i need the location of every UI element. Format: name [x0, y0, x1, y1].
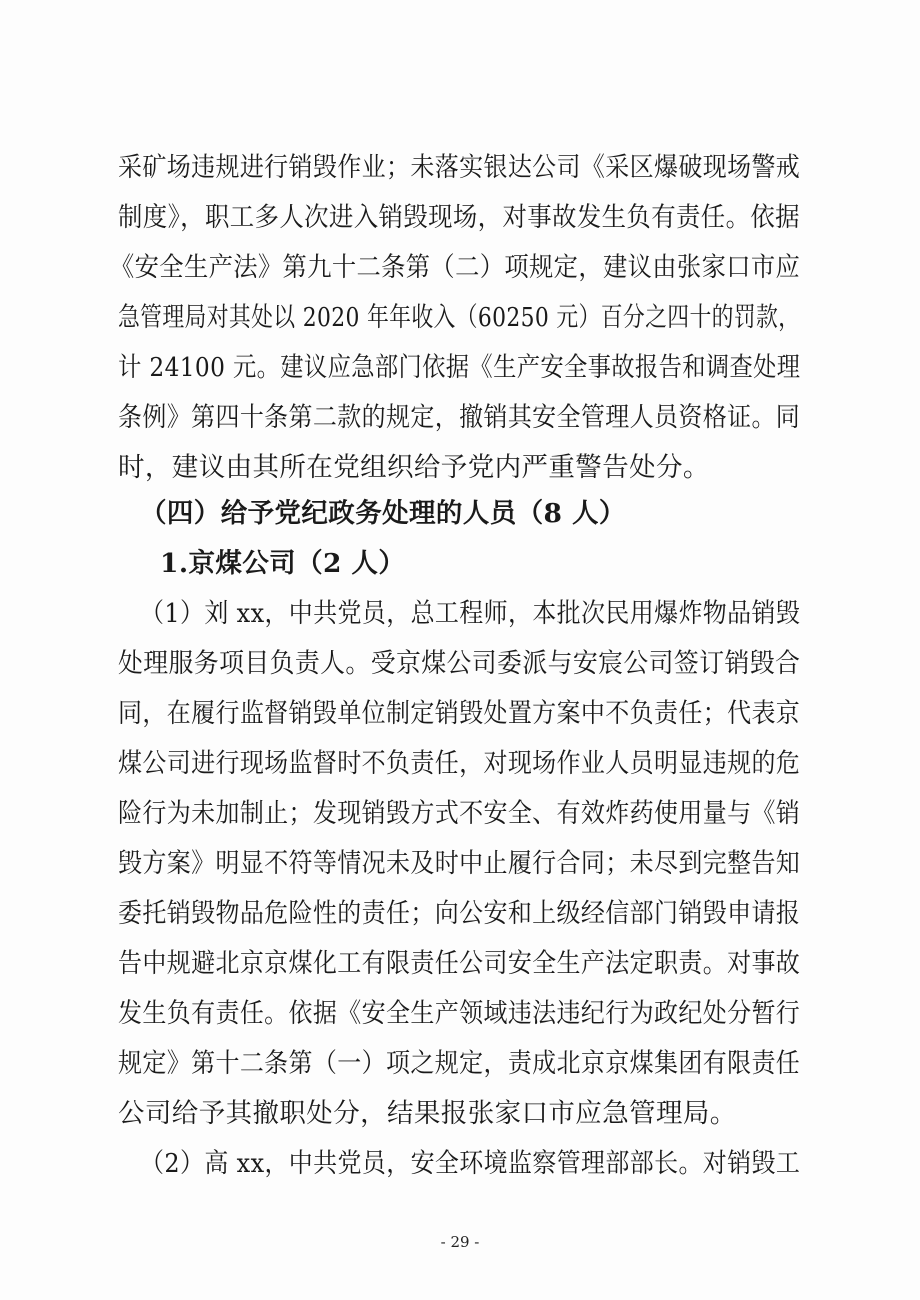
body-text-line: 同，在履行监督销毁单位制定销毁处置方案中不负责任；代表京 — [118, 698, 801, 729]
body-text-line: 委托销毁物品危险性的责任；向公安和上级经信部门销毁申请报 — [118, 898, 801, 929]
body-text-line: 制度》，职工多人次进入销毁现场，对事故发生负有责任。依据 — [118, 202, 800, 233]
body-text-line: （1）刘 xx，中共党员，总工程师，本批次民用爆炸物品销毁 — [140, 598, 801, 629]
body-text-line: 险行为未加制止；发现销毁方式不安全、有效炸药使用量与《销 — [118, 798, 801, 829]
body-text-line: 煤公司进行现场监督时不负责任，对现场作业人员明显违规的危 — [118, 748, 801, 779]
body-text-line: 毁方案》明显不符等情况未及时中止履行合同；未尽到完整告知 — [118, 848, 801, 879]
body-text-line: 规定》第十二条第（一）项之规定，责成北京京煤集团有限责任 — [118, 1048, 801, 1079]
section-heading: （四）给予党纪政务处理的人员（8 人） — [140, 498, 626, 529]
body-text-line: 急管理局对其处以 2020 年年收入（60250 元）百分之四十的罚款， — [118, 302, 801, 333]
body-text-line: 公司给予其撤职处分，结果报张家口市应急管理局。 — [118, 1098, 737, 1129]
subsection-heading: 1.京煤公司（2 人） — [160, 548, 406, 579]
body-text-line: 《安全生产法》第九十二条第（二）项规定，建议由张家口市应 — [110, 252, 801, 283]
body-text-line: 条例》第四十条第二款的规定，撤销其安全管理人员资格证。同 — [118, 402, 801, 433]
body-text-line: 计 24100 元。建议应急部门依据《生产安全事故报告和调查处理 — [118, 352, 801, 383]
body-text-line: 采矿场违规进行销毁作业；未落实银达公司《采区爆破现场警戒 — [118, 152, 801, 183]
body-text-line: 发生负有责任。依据《安全生产领域违法违纪行为政纪处分暂行 — [118, 998, 801, 1029]
body-text-line: 时，建议由其所在党组织给予党内严重警告处分。 — [118, 452, 710, 483]
page-number: - 29 - — [440, 1233, 480, 1251]
body-text-line: 处理服务项目负责人。受京煤公司委派与安宸公司签订销毁合 — [118, 648, 801, 679]
body-text-line: （2）高 xx，中共党员，安全环境监察管理部部长。对销毁工 — [140, 1148, 801, 1179]
body-text-line: 告中规避北京京煤化工有限责任公司安全生产法定职责。对事故 — [118, 948, 801, 979]
